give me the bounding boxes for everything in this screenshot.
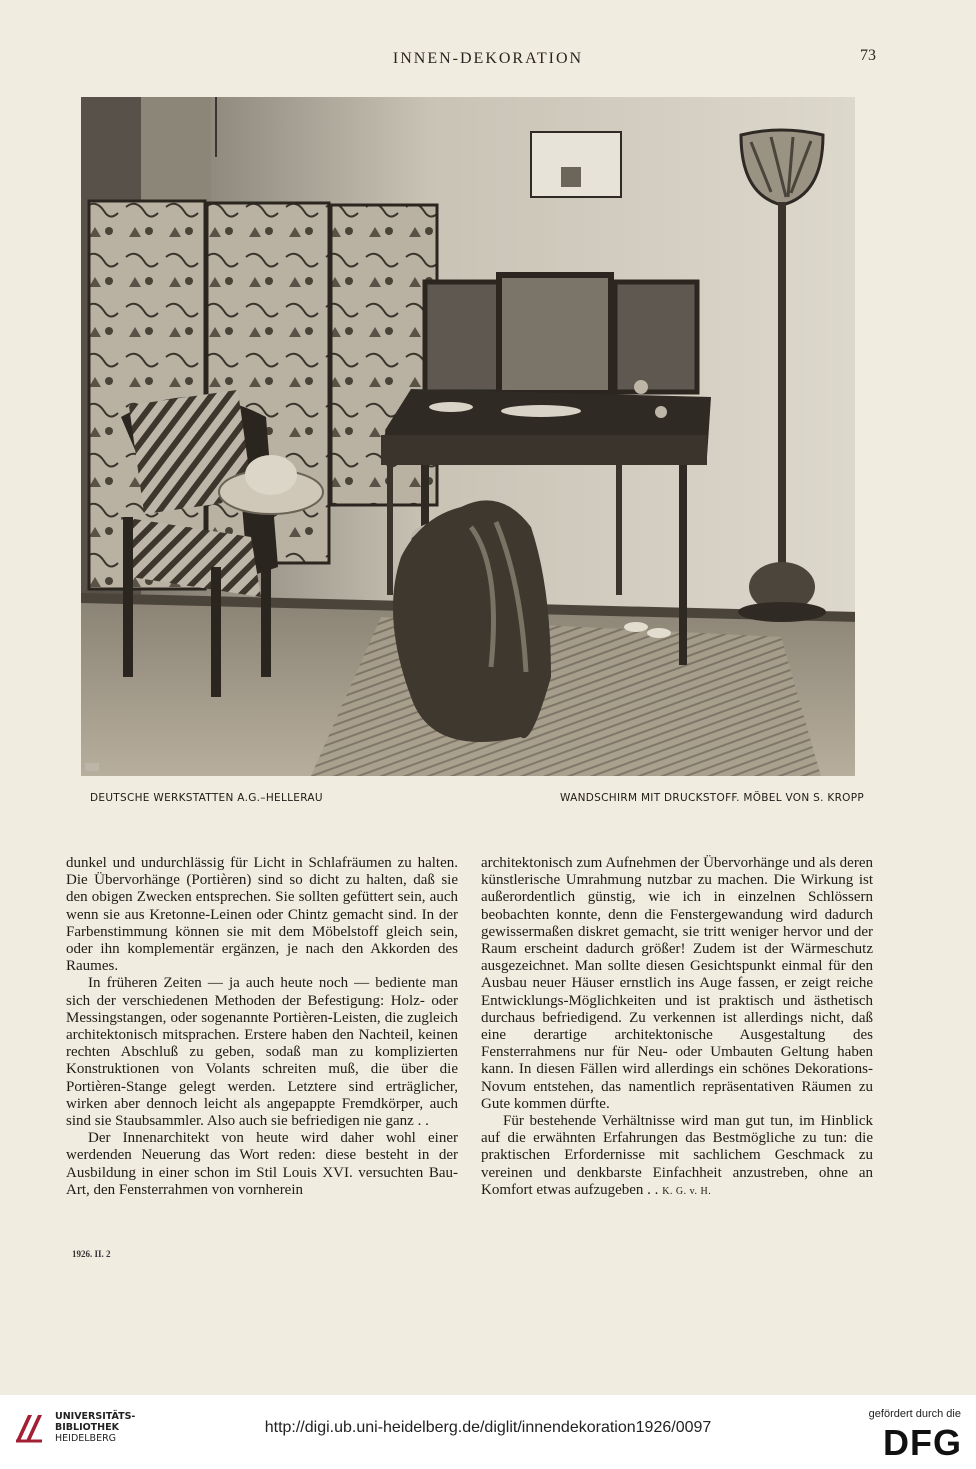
page-number: 73 <box>860 47 876 64</box>
figure-caption-right: WANDSCHIRM MIT DRUCKSTOFF. MÖBEL VON S. KROPP <box>560 792 864 804</box>
library-line: HEIDELBERG <box>55 1433 117 1444</box>
library-line: UNIVERSITÄTS- <box>55 1411 136 1422</box>
source-url-link[interactable]: http://digi.ub.uni-heidelberg.de/diglit/innendekoration1926/0097 <box>264 1419 712 1436</box>
paragraph-text: Für bestehende Verhältnisse wird man gut tun, im Hinblick auf die erwähnten Erfahrungen das Bestmögliche zu tun: die praktischen Erfordernisse mit sachlichem Geschmack zu vereinen und denkbarste Einfachheit anzustreben, ohne an Komfort etwas aufzugeben . . <box>481 1113 873 1198</box>
author-signature: K. G. v. H. <box>662 1185 712 1197</box>
article-left-column <box>66 855 458 1199</box>
paragraph: dunkel und undurchlässig für Licht in Schlafräumen zu halten. Die Übervorhänge (Portièren) sind so dicht zu halten, daß sie den obigen Zwecken entsprechen. Sie sollten gefüttert sein, auch wenn sie aus Kretonne-Leinen oder Chintz gemacht sind. In der Farbenstimmung können sie mit dem Möbelstoff gleich sein, oder ihn komplementär ergänzen, je nach den Akkorden des Raumes. <box>66 855 458 975</box>
paragraph <box>481 1113 873 1200</box>
interior-photograph <box>81 97 855 776</box>
funded-by-label: gefördert durch die <box>868 1408 961 1420</box>
paragraph: In früheren Zeiten — ja auch heute noch — bediente man sich der verschiedenen Methoden der Befestigung: Holz- oder Messingstangen, oder sogenannte Portièren-Leisten, die zugleich architektonisch mitsprachen. Erstere haben den Nachteil, keinen rechten Abschluß zu geben, sodaß man zu komplizierten Konstruktionen von Volants schreiten muß, die über die Portièren-Stange gelegt werden. Letztere sind erträglicher, wirken aber dennoch leicht als angepappte Fremdkörper, auch sind sie Staubsammler. Also auch sie befriedigen nie ganz . . <box>66 975 458 1130</box>
paragraph: Der Innenarchitekt von heute wird daher wohl einer werdenden Neuerung das Wort reden: diese besteht in der Ausbildung in einer schon im Stil Louis XVI. versuchten Bau-Art, den Fensterrahmen von vornherein <box>66 1130 458 1198</box>
library-line: BIBLIOTHEK <box>55 1422 119 1433</box>
running-title: INNEN-DEKORATION <box>392 50 584 67</box>
paragraph: architektonisch zum Aufnehmen der Übervorhänge und als deren künstlerische Umrahmung nutzbar zu machen. Die Wirkung ist außerordentlich günstig, wie ich in einzelnen Schlössern beobachten konnte, denn die Fenstergewandung wird dadurch gewissermaßen diskret gemacht, sie tritt weniger hervor und der Raum erscheint dadurch größer! Zudem ist der Wärmeschutz ausgezeichnet. Man sollte diesen Gesichtspunkt einmal für den Ausbau neuer Häuser ernstlich ins Auge fassen, er zeigt reiche Entwicklungs-Möglichkeiten und ist praktisch und ästhetisch durchaus befriedigend. Zu verkennen ist allerdings nicht, daß eine derartige architektonische Ausgestaltung des Fensterrahmens nur für Neu- oder Umbauten Geltung haben kann. In diesen Fällen wird allerdings ein schönes Dekorations-Novum entstehen, das namentlich repräsentativen Räumen zu Gute kommen dürfte. <box>481 855 873 1112</box>
footer-bar <box>0 1395 976 1469</box>
dfg-logo: DFG <box>883 1422 962 1463</box>
sheet-mark: 1926. II. 2 <box>72 1249 111 1259</box>
article-right-column <box>481 855 873 1200</box>
figure-caption-left: DEUTSCHE WERKSTATTEN A.G.–HELLERAU <box>90 792 323 804</box>
